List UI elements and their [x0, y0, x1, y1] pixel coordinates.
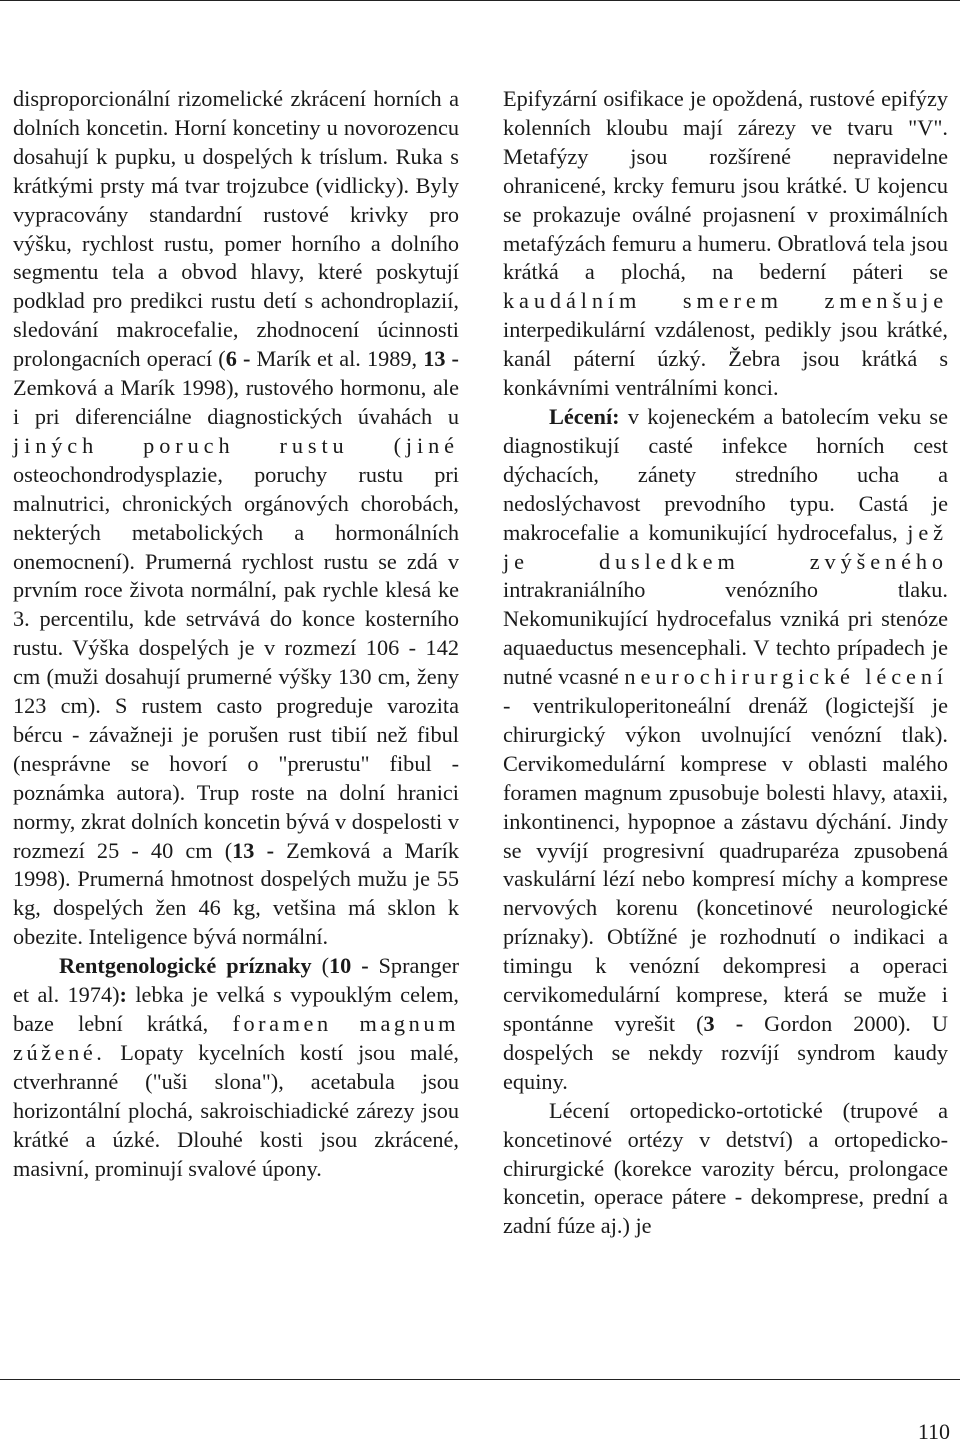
text-run: jež je dusledkem zvýšeného [503, 519, 948, 574]
text-run: Marík et al. 1989, [250, 346, 424, 372]
section-heading-leceni: Lécení: [549, 403, 620, 429]
text-run: Spranger et al. 1974) [13, 953, 460, 1008]
text-run: interpedikulární vzdálenost, pedikly jsou krátké, kanál páterní úzký. Žebra jsou krátká s konkávními ventrálními konci. [503, 317, 948, 401]
text-run: Epifyzární osifikace je opoždená, rustové epifýzy kolenních kloubu mají zárezy ve tvaru "V". Metafýzy jsou rozšírené nepravidelne ohranicené, krcky femuru jsou krátké. U kojencu se prokazuje oválné projasnení v proximálních metafýzách femuru a humeru. Obratlová tela jsou krátká a plochá, na bederní páteri se [503, 86, 948, 285]
text-run: Lopaty kycelních kostí jsou malé, ctverhranné ("uši slona"), acetabula jsou horizontální plochá, sakroischiadické zárezy jsou krátké a úzké. Dlouhé kosti jsou zkrácené, masivní, prominují svalové úpony. [13, 1039, 459, 1181]
text-run: ( [311, 953, 330, 979]
page-number: 110 [917, 1419, 950, 1444]
text-run: intrakraniálního venózního tlaku. Nekomunikující hydrocefalus vzniká pri stenóze aquaeductus mesencephali. V techto prípadech je nutné vcasné [503, 577, 948, 690]
citation-number: 10 - [329, 953, 369, 979]
right-column [503, 85, 948, 1241]
text-run: foramen magnum zúžené. [13, 1011, 459, 1065]
text-run: Zemková a Marík 1998), rustového hormonu, ale i pri diferenciálne diagnostických úvahách u [13, 375, 459, 429]
text-run: v kojeneckém a batolecím veku se diagnostikují casté infekce horních cest dýchacích, zánety stredního ucha a nedoslýchavost prevodního typu. Castá je makrocefalie a komunikující hydrocefalus, [503, 403, 948, 545]
section-heading-rentgenologicke: Rentgenologické príznaky [59, 953, 312, 979]
citation-number: 3 - [703, 1011, 744, 1036]
text-run: jiných poruch rustu (jiné [13, 432, 459, 458]
left-column [13, 85, 459, 1183]
citation-number: 13 - [232, 837, 275, 863]
citation-number: 13 - [423, 346, 459, 372]
left-paragraph-1 [13, 85, 459, 952]
left-paragraph-2 [13, 952, 459, 1183]
right-paragraph-1 [503, 85, 948, 403]
text-run: ventrikuloperitoneální drenáž (logictejší je chirurgický výkon uvolnující venózní tlak). Cervikomedulární komprese v oblasti malého foramen magnum zpusobuje bolesti hlavy, ataxii, inkontinenci, hypopnoe a zástavu dýchání. Jindy se vyvíjí progresivní quadruparéza zpusobená vaskulární lézí nebo kompresí míchy a komprese nervových korenu (koncetinové neurologické príznaky). Obtížné je rozhodnutí o indikaci a timingu k venózní dekompresi a operaci cervikomedulární komprese, která se muže i spontánne vyrešit ( [503, 693, 948, 1036]
text-run: lebka je velká s vypouklým celem, baze lební krátká, [13, 982, 459, 1036]
right-paragraph-2 [503, 403, 948, 1097]
text-run: osteochondrodysplazie, poruchy rustu pri malnutrici, chronických orgánových chorobách, nekterých metabolických a hormonálních onemocnení). Prumerná rychlost rustu se zdá v prvním roce života normální, pak rychle klesá ke 3. percentilu, kde setrvává do konce kosterního rustu. Výška dospelých je v rozmezí 106 - 142 cm (muži dosahují prumerné výšky 130 cm, ženy 123 cm). S rustem casto progreduje varozita bércu - závažneji je porušen rust tibií než fibul (nesprávne se hovorí o "prerustu" fibul - poznámka autora). Trup roste na dolní hranici normy, zkrat dolních koncetin bývá v dospelosti v rozmezí 25 - 40 cm ( [13, 461, 459, 863]
top-rule [0, 0, 960, 1]
right-paragraph-3: Lécení ortopedicko-ortotické (trupové a koncetinové ortézy v detství) a ortopedicko-chirurgické (korekce varozity bércu, prolongace koncetin, operace pátere - dekomprese, prední a zadní fúze aj.) je [503, 1097, 948, 1239]
citation-number: 6 - [225, 346, 251, 372]
bottom-rule [0, 1379, 960, 1380]
text-run: Zemková a Marík 1998). Prumerná hmotnost dospelých mužu je 55 kg, dospelých žen 46 kg, vetšina má sklon k obezite. Inteligence bývá normální. [13, 837, 460, 950]
text-run: neurochirurgické lécení - [503, 664, 948, 719]
text-run: Gordon 2000). U dospelých se nekdy rozvíjí syndrom kaudy equiny. [503, 1011, 948, 1094]
text-run: : [119, 982, 127, 1008]
text-run: disproporcionální rizomelické zkrácení horních a dolních koncetin. Horní koncetiny u novorozencu dosahují k pupku, u dospelých k tríslum. Ruka s krátkými prsty má tvar trojzubce (vidlicky). Byly vypracovány standardní rustové krivky pro výšku, rychlost rustu, pomer horního a dolního segmentu tela a obvod hlavy, které poskytují podklad pro predikci rustu detí s achondroplazií, sledování makrocefalie, zhodnocení úcinnosti prolongacních operací ( [13, 86, 459, 372]
text-run: kaudálním smerem zmenšuje [503, 288, 948, 314]
